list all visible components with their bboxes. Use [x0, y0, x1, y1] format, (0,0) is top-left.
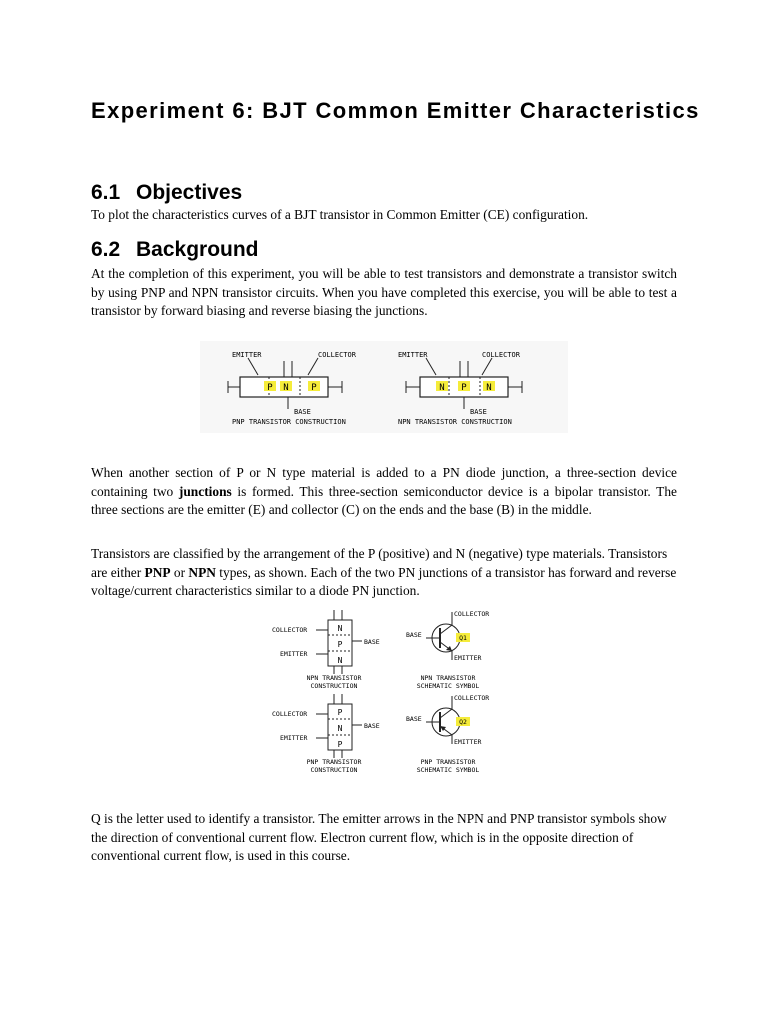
n-region-label: N: [283, 383, 289, 393]
section-heading-objectives: [91, 181, 242, 205]
figure-caption: PNP TRANSISTOR CONSTRUCTION: [232, 418, 346, 426]
pnp-construction-block: [272, 694, 380, 774]
p-region-label: P: [461, 383, 467, 393]
bold-term-npn: NPN: [188, 564, 216, 580]
bold-term-pnp: PNP: [144, 564, 171, 580]
transistor-symbols-figure: [268, 608, 500, 776]
collector-label: COLLECTOR: [272, 710, 308, 718]
bold-term-junctions: junctions: [178, 483, 232, 499]
collector-label: COLLECTOR: [318, 351, 356, 359]
npn-construction-block: [272, 610, 380, 690]
n-region-label: N: [337, 724, 343, 733]
base-label: BASE: [406, 715, 422, 723]
n-region-label: N: [337, 624, 343, 633]
q-designator: Q1: [459, 634, 467, 642]
base-label: BASE: [364, 638, 380, 646]
collector-label: COLLECTOR: [454, 610, 490, 618]
text-run: Transistors are classified by the arrangement of the P (positive) and N (negative) type materials. Transistors are either: [91, 546, 668, 580]
junctions-paragraph: [91, 464, 677, 520]
base-label: BASE: [470, 408, 487, 416]
caption-line: SCHEMATIC SYMBOL: [416, 682, 480, 690]
background-paragraph: At the completion of this experiment, you will be able to test transistors and demonstrate a transistor switch by using PNP and NPN transistor circuits. When you have completed this exercise, you will be able to test a transistor by forward biasing and reverse biasing the junctions.: [91, 266, 677, 319]
base-label: BASE: [406, 631, 422, 639]
caption-line: NPN TRANSISTOR: [306, 674, 362, 682]
text-run: is formed. This three-section semiconductor device is a bipolar transistor. The three sections are the emitter (E) and collector (C) on the ends and the base (B) in the middle.: [91, 483, 677, 518]
text-run: types, as shown. Each of the two PN junctions of a transistor has forward and reverse voltage/current characteristics similar to a diode PN junction.: [91, 564, 677, 599]
n-region-label: N: [439, 383, 445, 393]
collector-label: COLLECTOR: [272, 626, 308, 634]
document-title: Experiment 6: BJT Common Emitter Characteristics: [91, 98, 700, 123]
caption-line: NPN TRANSISTOR: [420, 674, 476, 682]
collector-label: COLLECTOR: [482, 351, 520, 359]
caption-line: CONSTRUCTION: [310, 766, 358, 774]
collector-label: COLLECTOR: [454, 694, 490, 702]
npn-schematic-symbol: [406, 610, 489, 690]
base-label: BASE: [364, 722, 380, 730]
section-title: Objectives: [136, 181, 243, 204]
section-number: 6.1: [91, 181, 121, 204]
p-region-label: P: [337, 740, 343, 749]
emitter-label: EMITTER: [398, 351, 428, 359]
caption-line: SCHEMATIC SYMBOL: [416, 766, 480, 774]
pnp-schematic-symbol: [406, 694, 489, 774]
p-region-label: P: [337, 708, 343, 717]
emitter-label: EMITTER: [232, 351, 262, 359]
p-region-label: P: [267, 383, 273, 393]
emitter-label: EMITTER: [280, 734, 308, 742]
caption-line: PNP TRANSISTOR: [306, 758, 362, 766]
caption-line: PNP TRANSISTOR: [420, 758, 476, 766]
n-region-label: N: [337, 656, 343, 665]
text-run: When another section of P or N type material is added to a PN diode junction, a three-section device containing two: [91, 465, 677, 499]
conventional-current-paragraph: Q is the letter used to identify a transistor. The emitter arrows in the NPN and PNP transistor symbols show the direction of conventional current flow. Electron current flow, which is in the opposite direction of conventional current flow, is used in this course.: [91, 811, 667, 864]
caption-line: CONSTRUCTION: [310, 682, 358, 690]
section-heading-background: [91, 238, 259, 262]
p-region-label: P: [337, 640, 343, 649]
emitter-label: EMITTER: [280, 650, 308, 658]
text-run: or: [170, 564, 189, 580]
objectives-paragraph: To plot the characteristics curves of a BJT transistor in Common Emitter (CE) configuration.: [91, 207, 589, 222]
base-label: BASE: [294, 408, 311, 416]
figure-caption: NPN TRANSISTOR CONSTRUCTION: [398, 418, 512, 426]
classification-paragraph: [91, 545, 677, 601]
transistor-construction-figure: [200, 341, 568, 433]
section-title: Background: [136, 238, 259, 261]
q-designator: Q2: [459, 718, 467, 726]
section-number: 6.2: [91, 238, 121, 261]
emitter-label: EMITTER: [454, 654, 482, 662]
n-region-label: N: [486, 383, 492, 393]
emitter-label: EMITTER: [454, 738, 482, 746]
p-region-label: P: [311, 383, 317, 393]
